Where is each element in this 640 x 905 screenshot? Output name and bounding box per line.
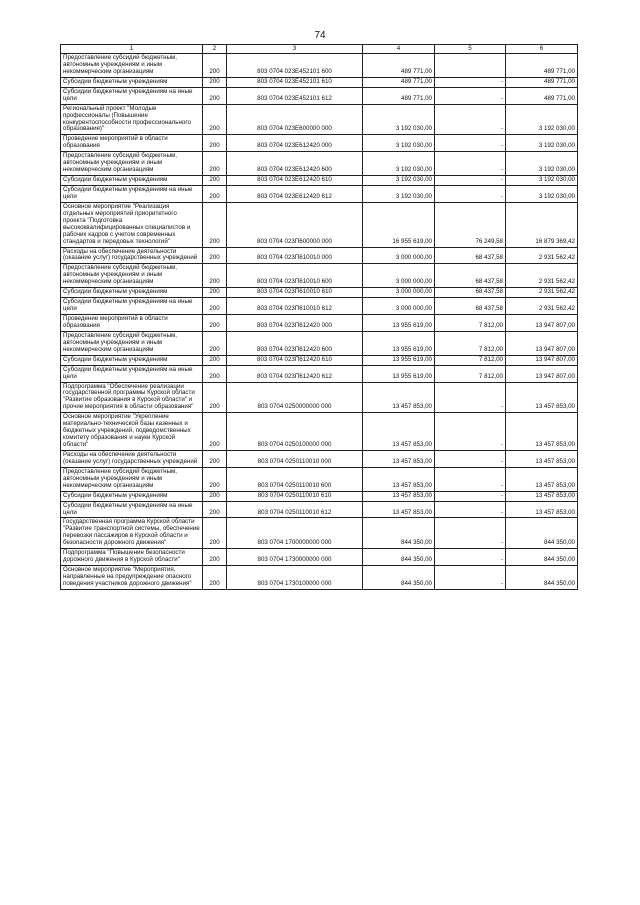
table-row	[61, 315, 578, 332]
table-row	[61, 355, 578, 365]
row-classification-code-cell: 803 0704 023E452101 612	[227, 87, 363, 104]
row-name-cell: Предоставление субсидий бюджетным, автономным учреждениям и иным некоммерческим организациям	[61, 331, 203, 355]
row-approved-amount-cell: 13 457 853,00	[363, 382, 435, 413]
row-name-cell: Предоставление субсидий бюджетным, автономным учреждениям и иным некоммерческим организациям	[61, 467, 203, 491]
column-header-6: 6	[506, 45, 578, 54]
row-classification-code-cell: 803 0704 023П612420 000	[227, 315, 363, 332]
row-line-code-cell: 200	[203, 501, 227, 518]
row-executed-amount-cell: -	[435, 467, 506, 491]
row-classification-code-cell: 803 0704 1700000000 000	[227, 518, 363, 549]
table-row	[61, 77, 578, 87]
row-remainder-cell: 844 350,00	[506, 566, 578, 590]
table-row	[61, 491, 578, 501]
row-approved-amount-cell: 844 350,00	[363, 566, 435, 590]
row-executed-amount-cell: -	[435, 518, 506, 549]
row-line-code-cell: 200	[203, 518, 227, 549]
table-row	[61, 518, 578, 549]
row-approved-amount-cell: 3 000 000,00	[363, 247, 435, 264]
row-executed-amount-cell: -	[435, 87, 506, 104]
row-classification-code-cell: 803 0704 023E600000 000	[227, 104, 363, 135]
row-executed-amount-cell: 68 437,58	[435, 288, 506, 298]
row-classification-code-cell: 803 0704 1730000000 000	[227, 549, 363, 566]
row-classification-code-cell: 803 0704 0250000000 000	[227, 382, 363, 413]
row-line-code-cell: 200	[203, 77, 227, 87]
table-row	[61, 331, 578, 355]
row-classification-code-cell: 803 0704 023E612420 000	[227, 135, 363, 152]
row-approved-amount-cell: 3 192 030,00	[363, 135, 435, 152]
row-line-code-cell: 200	[203, 247, 227, 264]
row-classification-code-cell: 803 0704 023П612420 600	[227, 331, 363, 355]
row-approved-amount-cell: 16 955 619,00	[363, 202, 435, 247]
row-remainder-cell: 13 947 807,00	[506, 331, 578, 355]
row-name-cell: Субсидии бюджетным учреждениям на иные цели	[61, 298, 203, 315]
row-classification-code-cell: 803 0704 0250110010 610	[227, 491, 363, 501]
row-name-cell: Субсидии бюджетным учреждениям	[61, 288, 203, 298]
table-row	[61, 549, 578, 566]
row-approved-amount-cell: 13 955 619,00	[363, 365, 435, 382]
row-classification-code-cell: 803 0704 0250110010 612	[227, 501, 363, 518]
row-approved-amount-cell: 13 457 853,00	[363, 450, 435, 467]
table-row	[61, 450, 578, 467]
row-classification-code-cell: 803 0704 0250110010 600	[227, 467, 363, 491]
row-classification-code-cell: 803 0704 023П610010 612	[227, 298, 363, 315]
row-classification-code-cell: 803 0704 023П612420 610	[227, 355, 363, 365]
row-line-code-cell: 200	[203, 104, 227, 135]
row-remainder-cell: 3 192 030,00	[506, 186, 578, 203]
table-row	[61, 176, 578, 186]
table-row	[61, 104, 578, 135]
row-remainder-cell: 16 879 369,42	[506, 202, 578, 247]
row-remainder-cell: 13 947 807,00	[506, 355, 578, 365]
row-executed-amount-cell: 76 249,58	[435, 202, 506, 247]
header-row	[61, 45, 578, 54]
row-line-code-cell: 200	[203, 566, 227, 590]
row-remainder-cell: 3 192 030,00	[506, 104, 578, 135]
row-remainder-cell: 2 931 562,42	[506, 264, 578, 288]
row-executed-amount-cell: -	[435, 450, 506, 467]
row-line-code-cell: 200	[203, 355, 227, 365]
row-classification-code-cell: 803 0704 023П610010 610	[227, 288, 363, 298]
row-executed-amount-cell: -	[435, 152, 506, 176]
row-executed-amount-cell: -	[435, 104, 506, 135]
row-remainder-cell: 13 457 853,00	[506, 491, 578, 501]
row-approved-amount-cell: 13 955 619,00	[363, 315, 435, 332]
row-classification-code-cell: 803 0704 023П600000 000	[227, 202, 363, 247]
budget-table	[60, 44, 578, 590]
row-line-code-cell: 200	[203, 288, 227, 298]
row-line-code-cell: 200	[203, 264, 227, 288]
row-executed-amount-cell: 7 812,00	[435, 365, 506, 382]
row-name-cell: Расходы на обеспечение деятельности (оказание услуг) государственных учреждений	[61, 247, 203, 264]
row-classification-code-cell: 803 0704 023E612420 612	[227, 186, 363, 203]
row-classification-code-cell: 803 0704 023П610010 000	[227, 247, 363, 264]
row-line-code-cell: 200	[203, 365, 227, 382]
row-approved-amount-cell: 844 350,00	[363, 549, 435, 566]
row-line-code-cell: 200	[203, 331, 227, 355]
table-row	[61, 467, 578, 491]
row-remainder-cell: 844 350,00	[506, 549, 578, 566]
table-row	[61, 54, 578, 78]
row-approved-amount-cell: 13 457 853,00	[363, 491, 435, 501]
row-classification-code-cell: 803 0704 023E612420 610	[227, 176, 363, 186]
row-name-cell: Проведение мероприятий в области образования	[61, 135, 203, 152]
row-name-cell: Субсидии бюджетным учреждениям	[61, 176, 203, 186]
row-name-cell: Подпрограмма "Повышение безопасности дорожного движения в Курской области"	[61, 549, 203, 566]
row-executed-amount-cell	[435, 54, 506, 78]
row-classification-code-cell: 803 0704 023E452101 610	[227, 77, 363, 87]
row-name-cell: Проведение мероприятий в области образования	[61, 315, 203, 332]
row-remainder-cell: 3 192 030,00	[506, 152, 578, 176]
row-name-cell: Субсидии бюджетным учреждениям на иные цели	[61, 365, 203, 382]
row-line-code-cell: 200	[203, 202, 227, 247]
row-line-code-cell: 200	[203, 413, 227, 451]
row-name-cell: Субсидии бюджетным учреждениям на иные цели	[61, 87, 203, 104]
row-executed-amount-cell: -	[435, 382, 506, 413]
row-line-code-cell: 200	[203, 467, 227, 491]
row-name-cell: Субсидии бюджетным учреждениям	[61, 77, 203, 87]
table-row	[61, 202, 578, 247]
row-name-cell: Основное мероприятие "Укрепление материально-технической базы казенных и бюджетных учреждений, подведомственных комитету образования и науки Курской области"	[61, 413, 203, 451]
row-remainder-cell: 489 771,00	[506, 54, 578, 78]
row-line-code-cell: 200	[203, 186, 227, 203]
table-row	[61, 566, 578, 590]
row-line-code-cell: 200	[203, 87, 227, 104]
row-name-cell: Подпрограмма "Обеспечение реализации государственной программы Курской области "Развитие образования в Курской области" и прочие мероприятия в области образования"	[61, 382, 203, 413]
row-executed-amount-cell: -	[435, 77, 506, 87]
row-classification-code-cell: 803 0704 1730100000 000	[227, 566, 363, 590]
row-remainder-cell: 2 931 562,42	[506, 288, 578, 298]
row-approved-amount-cell: 3 000 000,00	[363, 298, 435, 315]
row-approved-amount-cell: 13 457 853,00	[363, 467, 435, 491]
row-name-cell: Предоставление субсидий бюджетным, автономным учреждениям и иным некоммерческим организациям	[61, 152, 203, 176]
row-classification-code-cell: 803 0704 023П610010 600	[227, 264, 363, 288]
row-executed-amount-cell: -	[435, 135, 506, 152]
row-line-code-cell: 200	[203, 176, 227, 186]
row-approved-amount-cell: 3 192 030,00	[363, 186, 435, 203]
row-approved-amount-cell: 13 955 619,00	[363, 355, 435, 365]
row-line-code-cell: 200	[203, 549, 227, 566]
row-approved-amount-cell: 489 771,00	[363, 77, 435, 87]
row-remainder-cell: 3 192 030,00	[506, 176, 578, 186]
table-row	[61, 135, 578, 152]
row-remainder-cell: 2 931 562,42	[506, 247, 578, 264]
row-line-code-cell: 200	[203, 152, 227, 176]
row-remainder-cell: 13 947 807,00	[506, 315, 578, 332]
row-approved-amount-cell: 3 000 000,00	[363, 288, 435, 298]
row-classification-code-cell: 803 0704 0250110010 000	[227, 450, 363, 467]
table-row	[61, 152, 578, 176]
table-row	[61, 365, 578, 382]
table-row	[61, 382, 578, 413]
row-approved-amount-cell: 13 955 619,00	[363, 331, 435, 355]
table-row	[61, 186, 578, 203]
row-approved-amount-cell: 489 771,00	[363, 54, 435, 78]
row-classification-code-cell: 803 0704 0250100000 000	[227, 413, 363, 451]
row-classification-code-cell: 803 0704 023E452101 600	[227, 54, 363, 78]
row-line-code-cell: 200	[203, 491, 227, 501]
row-line-code-cell: 200	[203, 298, 227, 315]
row-name-cell: Основное мероприятие "Реализация отдельных мероприятий приоритетного проекта "Подготовка высококвалифицированных специалистов и рабочих кадров с учетом современных стандартов и передовых технологий"	[61, 202, 203, 247]
row-executed-amount-cell: 7 812,00	[435, 355, 506, 365]
row-remainder-cell: 489 771,00	[506, 87, 578, 104]
row-line-code-cell: 200	[203, 315, 227, 332]
table-row	[61, 298, 578, 315]
row-approved-amount-cell: 844 350,00	[363, 518, 435, 549]
row-name-cell: Региональный проект "Молодые профессионалы (Повышение конкурентоспособности профессионального образования)"	[61, 104, 203, 135]
row-name-cell: Субсидии бюджетным учреждениям на иные цели	[61, 501, 203, 518]
row-executed-amount-cell: 68 437,58	[435, 298, 506, 315]
row-approved-amount-cell: 3 192 030,00	[363, 176, 435, 186]
row-name-cell: Предоставление субсидий бюджетным, автономным учреждениям и иным некоммерческим организациям	[61, 54, 203, 78]
row-approved-amount-cell: 3 192 030,00	[363, 104, 435, 135]
row-classification-code-cell: 803 0704 023E612420 600	[227, 152, 363, 176]
row-line-code-cell: 200	[203, 135, 227, 152]
row-approved-amount-cell: 489 771,00	[363, 87, 435, 104]
row-approved-amount-cell: 3 000 000,00	[363, 264, 435, 288]
row-name-cell: Субсидии бюджетным учреждениям на иные цели	[61, 186, 203, 203]
row-name-cell: Государственная программа Курской области "Развитие транспортной системы, обеспечение перевозки пассажиров в Курской области и безопасности дорожного движения"	[61, 518, 203, 549]
column-header-1: 1	[61, 45, 203, 54]
row-approved-amount-cell: 13 457 853,00	[363, 501, 435, 518]
row-remainder-cell: 844 350,00	[506, 518, 578, 549]
table-row	[61, 264, 578, 288]
row-executed-amount-cell: -	[435, 186, 506, 203]
row-classification-code-cell: 803 0704 023П612420 612	[227, 365, 363, 382]
row-remainder-cell: 3 192 030,00	[506, 135, 578, 152]
column-header-3: 3	[227, 45, 363, 54]
row-name-cell: Субсидии бюджетным учреждениям	[61, 355, 203, 365]
row-name-cell: Субсидии бюджетным учреждениям	[61, 491, 203, 501]
row-executed-amount-cell: -	[435, 176, 506, 186]
row-executed-amount-cell: -	[435, 549, 506, 566]
column-header-2: 2	[203, 45, 227, 54]
row-remainder-cell: 2 931 562,42	[506, 298, 578, 315]
table-row	[61, 247, 578, 264]
row-remainder-cell: 13 947 807,00	[506, 365, 578, 382]
row-executed-amount-cell: -	[435, 566, 506, 590]
row-line-code-cell: 200	[203, 54, 227, 78]
row-executed-amount-cell: 68 437,58	[435, 247, 506, 264]
row-executed-amount-cell: 7 812,00	[435, 331, 506, 355]
row-remainder-cell: 13 457 853,00	[506, 501, 578, 518]
row-executed-amount-cell: -	[435, 491, 506, 501]
row-remainder-cell: 13 457 853,00	[506, 413, 578, 451]
column-header-4: 4	[363, 45, 435, 54]
page-number: 74	[314, 30, 326, 41]
row-approved-amount-cell: 13 457 853,00	[363, 413, 435, 451]
row-name-cell: Предоставление субсидий бюджетным, автономным учреждениям и иным некоммерческим организациям	[61, 264, 203, 288]
row-executed-amount-cell: -	[435, 413, 506, 451]
row-remainder-cell: 13 457 853,00	[506, 382, 578, 413]
row-line-code-cell: 200	[203, 450, 227, 467]
row-remainder-cell: 13 457 853,00	[506, 450, 578, 467]
table-row	[61, 87, 578, 104]
row-executed-amount-cell: 7 812,00	[435, 315, 506, 332]
row-remainder-cell: 489 771,00	[506, 77, 578, 87]
row-name-cell: Основное мероприятие "Мероприятия, направленные на предупреждение опасного поведения участников дорожного движения"	[61, 566, 203, 590]
row-name-cell: Расходы на обеспечение деятельности (оказание услуг) государственных учреждений	[61, 450, 203, 467]
row-executed-amount-cell: -	[435, 501, 506, 518]
table-row	[61, 501, 578, 518]
row-approved-amount-cell: 3 192 030,00	[363, 152, 435, 176]
row-executed-amount-cell: 68 437,58	[435, 264, 506, 288]
table-row	[61, 413, 578, 451]
column-header-5: 5	[435, 45, 506, 54]
row-line-code-cell: 200	[203, 382, 227, 413]
table-row	[61, 288, 578, 298]
row-remainder-cell: 13 457 853,00	[506, 467, 578, 491]
